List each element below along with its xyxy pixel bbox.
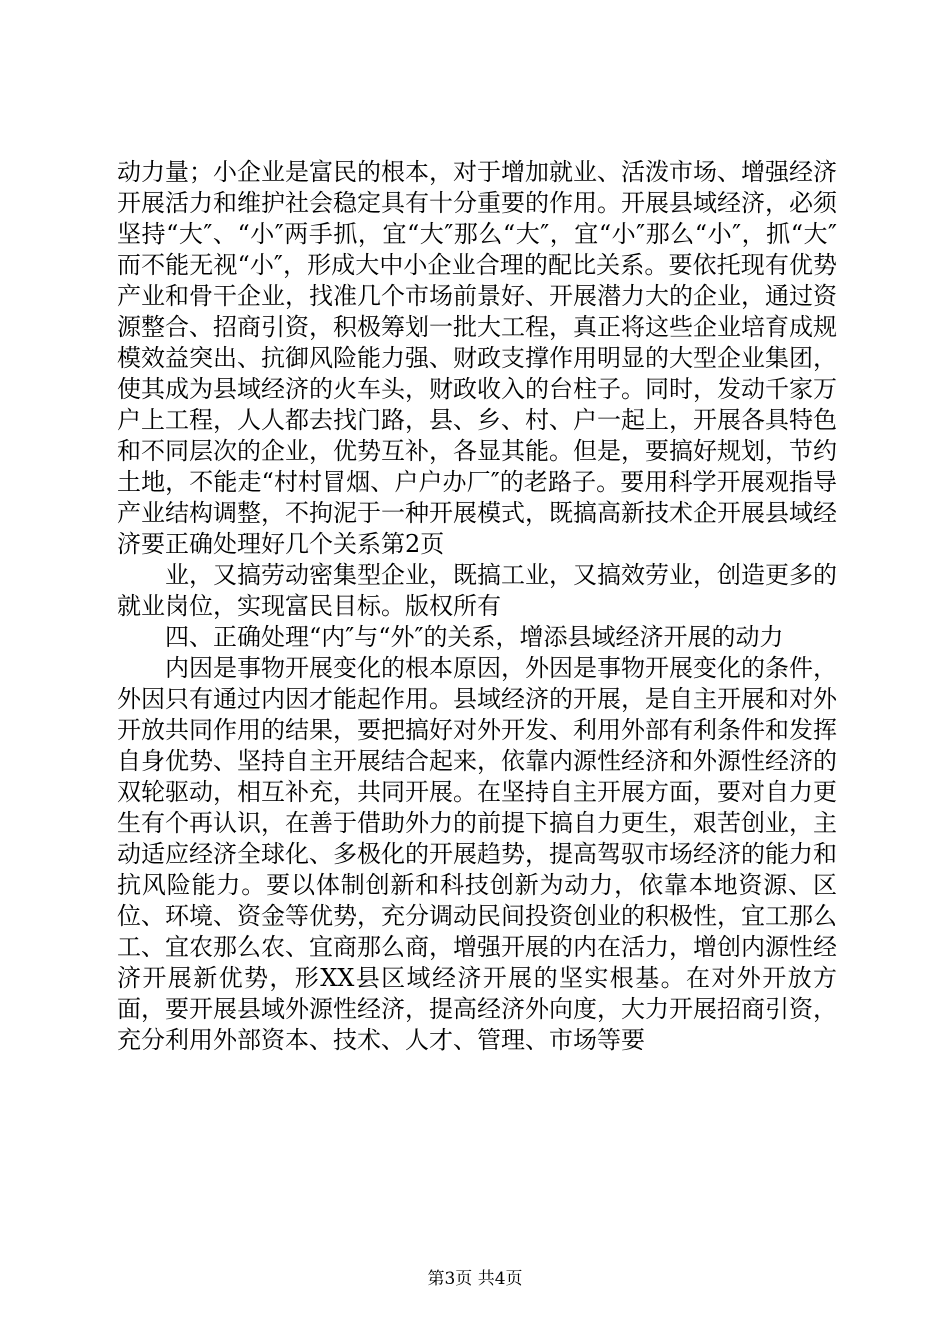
page-footer: 第3页 共4页 bbox=[427, 1269, 523, 1289]
section-heading-4: 四、正确处理“内″与“外″的关系，增添县域经济开展的动力 bbox=[165, 623, 784, 651]
paragraph-1: 动力量；小企业是富民的根本，对于增加就业、活泼市场、增强经济开展活力和维护社会稳定具有十分重要的作用。开展县域经济，必须坚持“大″、“小″两手抓，宜“大″那么“大″，宜“小″那么“小″，抓“大″而不能无视“小″，形成大中小企业合理的配比关系。要依托现有优势产业和骨干企业，找准几个市场前景好、开展潜力大的企业，通过资源整合、招商引资，积极筹划一批大工程，真正将这些企业培育成规模效益突出、抗御风险能力强、财政支撑作用明显的大型企业集团，使其成为县域经济的火车头，财政收入的台柱子。同时，发动千家万户上工程，人人都去找门路，县、乡、村、户一起上，开展各具特色和不同层次的企业，优势互补，各显其能。但是，要搞好规划，节约土地，不能走“村村冒烟、户户办厂″的老路子。要用科学开展观指导产业结构调整，不拘泥于一种开展模式，既搞高新技术企开展县域经济要正确处理好几个关系第2页 bbox=[117, 158, 837, 558]
body-text bbox=[117, 157, 837, 1056]
paragraph-2: 业，又搞劳动密集型企业，既搞工业，又搞效劳业，创造更多的就业岗位，实现富民目标。版权所有 bbox=[117, 561, 837, 620]
paragraph-3: 内因是事物开展变化的根本原因，外因是事物开展变化的条件，外因只有通过内因才能起作用。县域经济的开展，是自主开展和对外开放共同作用的结果，要把搞好对外开发、利用外部有利条件和发挥自身优势、坚持自主开展结合起来，依靠内源性经济和外源性经济的双轮驱动，相互补充，共同开展。在坚持自主开展方面，要对自力更生有个再认识，在善于借助外力的前提下搞自力更生，艰苦创业，主动适应经济全球化、多极化的开展趋势，提高驾驭市场经济的能力和抗风险能力。要以体制创新和科技创新为动力，依靠本地资源、区位、环境、资金等优势，充分调动民间投资创业的积极性，宜工那么工、宜农那么农、宜商那么商，增强开展的内在活力，增创内源性经济开展新优势，形XX县区域经济开展的坚实根基。在对外开放方面，要开展县域外源性经济，提高经济外向度，大力开展招商引资，充分利用外部资本、技术、人才、管理、市场等要 bbox=[117, 654, 837, 1054]
